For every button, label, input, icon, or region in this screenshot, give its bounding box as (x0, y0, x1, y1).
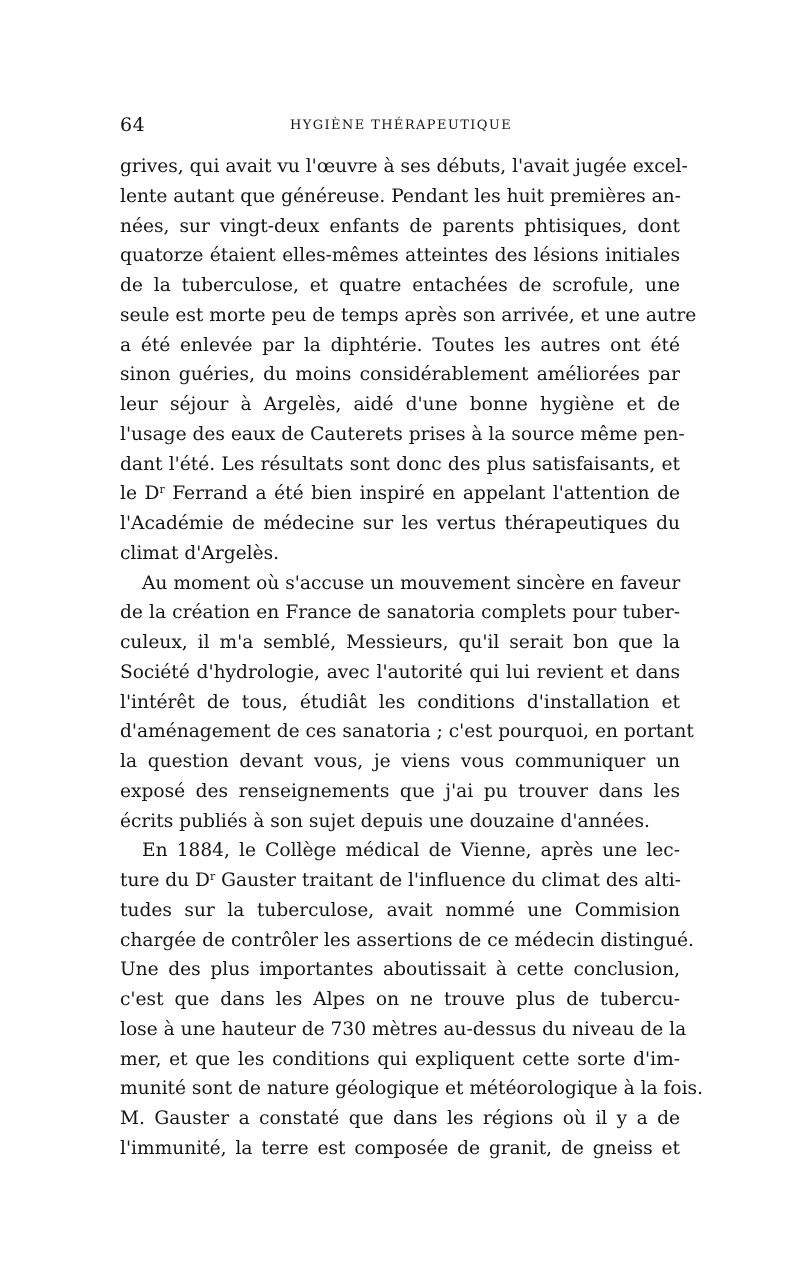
text-line: seule est morte peu de temps après son arrivée, et une autre (120, 304, 697, 326)
text-line: la question devant vous, je viens vous communiquer un (120, 751, 680, 772)
text-line: En 1884, le Collège médical de Vienne, après une lec- (142, 840, 680, 862)
text-line: Une des plus importantes aboutissait à cette conclusion, (120, 959, 680, 981)
page-number: 64 (120, 114, 146, 136)
text-line: l'Académie de médecine sur les vertus thérapeutiques du (120, 513, 680, 534)
text-line: d'aménagement de ces sanatoria ; c'est pourquoi, en portant (120, 721, 694, 743)
text-line: l'intérêt de tous, étudiât les conditions d'installation et (120, 691, 680, 713)
running-title: HYGIÈNE THÉRAPEUTIQUE (290, 118, 513, 133)
text-line: Société d'hydrologie, avec l'autorité qui lui revient et dans (120, 661, 680, 683)
text-line: a été enlevée par la diphtérie. Toutes les autres ont été (120, 334, 680, 356)
text-line: dant l'été. Les résultats sont donc des plus satisfaisants, et (120, 453, 680, 475)
text-line: ture du $D^r$ Gauster traitant de l'influence du climat des alti- (120, 870, 681, 891)
text-line: tudes sur la tuberculose, avait nommé une Commision (120, 899, 680, 921)
text-line: lente autant que généreuse. Pendant les huit premières an- (120, 185, 681, 207)
text-line: chargée de contrôler les assertions de ce médecin distingué. (120, 929, 694, 951)
text-line: l'usage des eaux de Cauterets prises à la source même pen- (120, 423, 685, 445)
text-line: culeux, il m'a semblé, Messieurs, qu'il serait bon que la (120, 632, 680, 653)
text-line: lose à une hauteur de 730 mètres au-dessus du niveau de la (120, 1018, 687, 1040)
text-line: de la tuberculose, et quatre entachées de scrofule, une (120, 275, 680, 296)
text-line: c'est que dans les Alpes on ne trouve plus de tubercu- (120, 989, 680, 1010)
text-line: écrits publiés à son sujet depuis une douzaine d'années. (120, 810, 650, 832)
text-line: exposé des renseignements que j'ai pu trouver dans les (120, 780, 680, 802)
text-line: mer, et que les conditions qui expliquent cette sorte d'im- (120, 1048, 680, 1070)
text-line: Au moment où s'accuse un mouvement sincère en faveur (142, 572, 681, 594)
text-line: climat d'Argelès. (120, 542, 280, 564)
text-line: grives, qui avait vu l'œuvre à ses débuts, l'avait jugée excel- (120, 156, 688, 177)
text-line: sinon guéries, du moins considérablement améliorées par (120, 364, 680, 386)
text-line: leur séjour à Argelès, aidé d'une bonne hygiène et de (120, 394, 680, 415)
text-line: munité sont de nature géologique et météorologique à la fois. (120, 1078, 703, 1100)
text-line: l'immunité, la terre est composée de granit, de gneiss et (120, 1137, 680, 1159)
text-line: de la création en France de sanatoria complets pour tuber- (120, 602, 680, 624)
text-line: M. Gauster a constaté que dans les régions où il y a de (120, 1108, 680, 1129)
text-line: quatorze étaient elles-mêmes atteintes des lésions initiales (120, 245, 680, 267)
running-head (120, 114, 690, 136)
text-line: le $D^r$ Ferrand a été bien inspiré en appelant l'attention de (120, 483, 680, 505)
text-line: nées, sur vingt-deux enfants de parents phtisiques, dont (120, 215, 680, 237)
body-text (120, 152, 703, 1164)
